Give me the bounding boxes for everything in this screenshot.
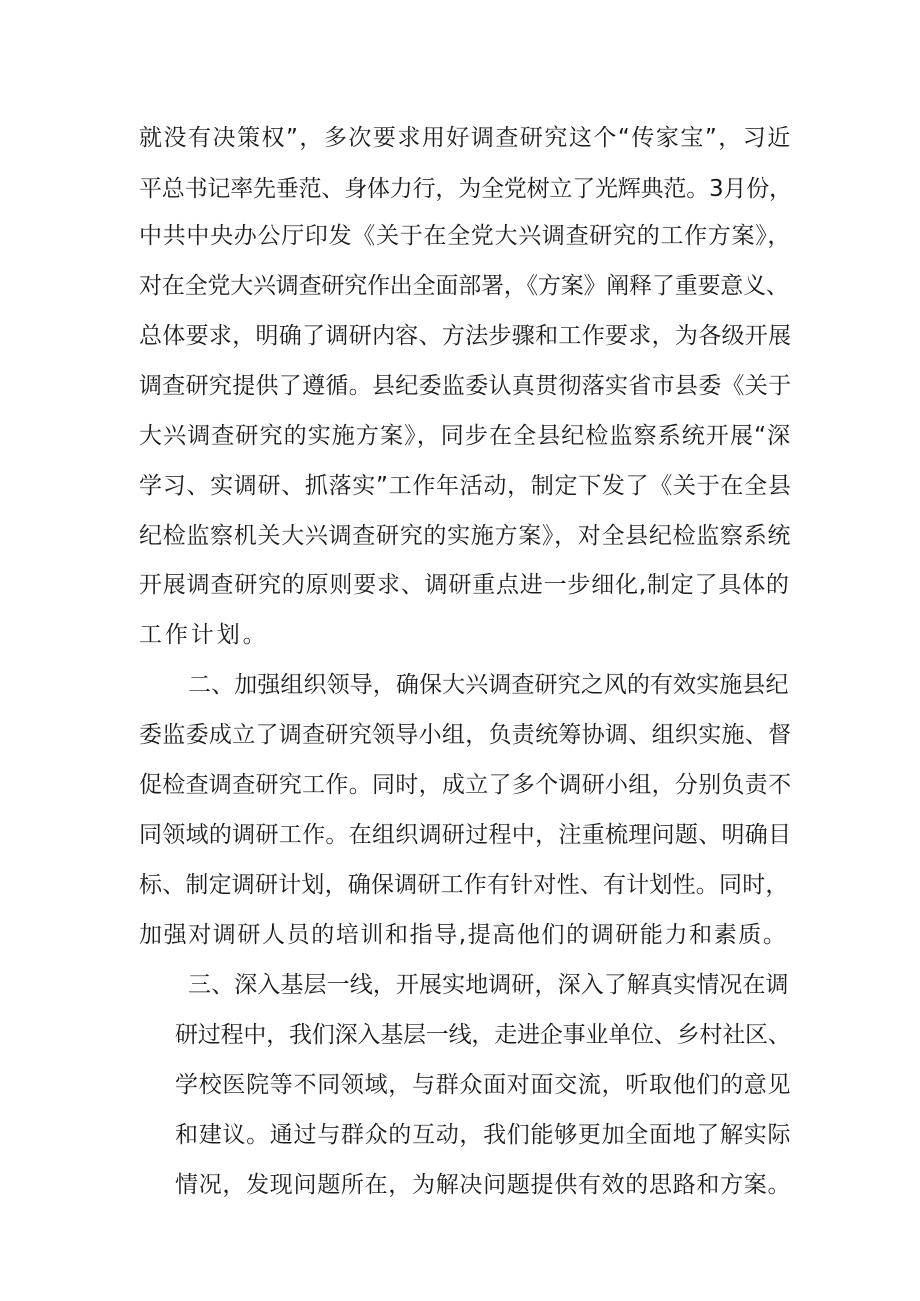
text-line: 开展调查研究的原则要求、调研重点进一步细化,制定了具体的 bbox=[139, 572, 790, 598]
text-line: 标、制定调研计划，确保调研工作有针对性、有计划性。同时， bbox=[139, 872, 789, 898]
text-line: 促检查调查研究工作。同时，成立了多个调研小组，分别负责不 bbox=[139, 772, 792, 798]
text-line: 总体要求，明确了调研内容、方法步骤和工作要求，为各级开展 bbox=[139, 323, 792, 349]
text-line: 学习、实调研、抓落实”工作年活动，制定下发了《关于在全县 bbox=[139, 473, 792, 499]
text-line: 学校医院等不同领域，与群众面对面交流，听取他们的意见 bbox=[175, 1072, 792, 1098]
text-line: 就没有决策权”，多次要求用好调查研究这个“传家宝”，习近 bbox=[139, 125, 792, 151]
text-line: 研过程中，我们深入基层一线，走进企事业单位、乡村社区、 bbox=[175, 1022, 791, 1048]
text-line: 平总书记率先垂范、身体力行，为全党树立了光辉典范。3月份， bbox=[139, 176, 792, 202]
text-line: 大兴调查研究的实施方案》，同步在全县纪检监察系统开展“深 bbox=[139, 423, 792, 449]
section-heading-2: 二、加强组织领导，确保大兴调查研究之风的有效实施县纪 bbox=[188, 672, 789, 698]
text-line: 委监委成立了调查研究领导小组，负责统筹协调、组织实施、督 bbox=[139, 722, 792, 748]
text-line: 对在全党大兴调查研究作出全面部署，《方案》阐释了重要意义、 bbox=[139, 273, 789, 299]
text-line: 情况，发现问题所在，为解决问题提供有效的思路和方案。 bbox=[175, 1172, 792, 1198]
section-heading-3: 三、深入基层一线，开展实地调研，深入了解真实情况在调 bbox=[188, 972, 789, 998]
text-line: 同领域的调研工作。在组织调研过程中，注重梳理问题、明确目 bbox=[139, 822, 792, 848]
text-line: 加强对调研人员的培训和指导,提高他们的调研能力和素质。 bbox=[139, 922, 788, 948]
text-line: 工作计划。 bbox=[139, 622, 269, 648]
text-line: 中共中央办公厅印发《关于在全党大兴调查研究的工作方案》， bbox=[139, 223, 792, 249]
text-line: 调查研究提供了遵循。县纪委监委认真贯彻落实省市县委《关于 bbox=[139, 373, 792, 399]
text-line: 纪检监察机关大兴调查研究的实施方案》，对全县纪检监察系统 bbox=[139, 523, 792, 549]
text-line: 和建议。通过与群众的互动，我们能够更加全面地了解实际 bbox=[175, 1122, 792, 1148]
